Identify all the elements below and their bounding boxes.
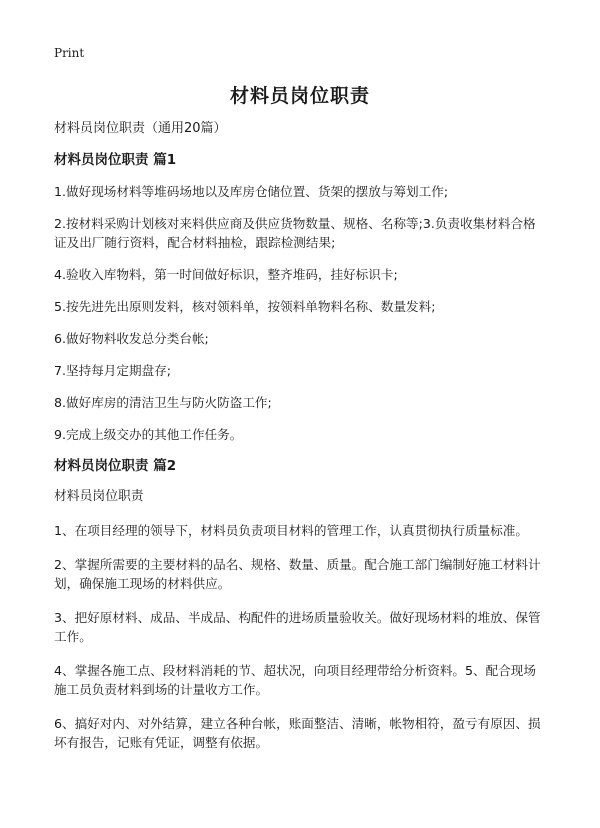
section-1-item: 7.坚持每月定期盘存; — [54, 363, 172, 378]
section-1-heading: 材料员岗位职责 篇1 — [54, 152, 177, 168]
section-1-item: 6.做好物料收发总分类台帐; — [54, 331, 209, 346]
section-1-item: 1.做好现场材料等堆码场地以及库房仓储位置、货架的摆放与筹划工作; — [54, 184, 449, 199]
section-1-item: 8.做好库房的清洁卫生与防火防盗工作; — [54, 395, 272, 410]
section-2-item: 2、掌握所需要的主要材料的品名、规格、数量、质量。配合施工部门编制好施工材料计划，确保施工现场的材料供应。 — [54, 557, 541, 591]
section-2-heading: 材料员岗位职责 篇2 — [54, 458, 177, 474]
section-2-item: 6、搞好对内、对外结算，建立各种台帐，账面整洁、清晰，帐物相符，盈亏有原因、损坏有报告，记账有凭证，调整有依据。 — [54, 716, 541, 750]
page-title: 材料员岗位职责 — [229, 85, 370, 107]
section-2-intro: 材料员岗位职责 — [54, 489, 144, 504]
section-2-item: 3、把好原材料、成品、半成品、构配件的进场质量验收关。做好现场材料的堆放、保管工作。 — [54, 610, 541, 644]
section-1-item: 5.按先进先出原则发料，核对领料单，按领料单物料名称、数量发料; — [54, 299, 436, 314]
section-2-item: 1、在项目经理的领导下，材料员负责项目材料的管理工作，认真贯彻执行质量标准。 — [54, 523, 528, 538]
print-link[interactable]: Print — [54, 46, 85, 60]
document-body — [54, 120, 548, 767]
section-1-item: 9.完成上级交办的其他工作任务。 — [54, 427, 243, 442]
section-2-item: 4、掌握各施工点、段材料消耗的节、超状况，向项目经理带给分析资料。5、配合现场施工员负责材料到场的计量收方工作。 — [54, 663, 536, 697]
document-subtitle: 材料员岗位职责（通用20篇） — [54, 121, 227, 136]
section-1-item: 2.按材料采购计划核对来料供应商及供应货物数量、规格、名称等;3.负责收集材料合格证及出厂随行资料，配合材料抽检，跟踪检测结果; — [54, 216, 536, 250]
section-1-item: 4.验收入库物料，第一时间做好标识，整齐堆码，挂好标识卡; — [54, 267, 398, 282]
